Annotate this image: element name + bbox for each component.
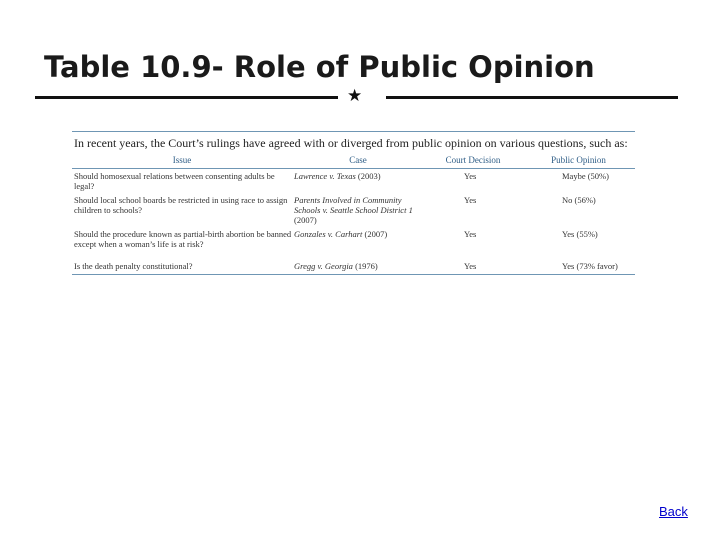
case-year: (2007) bbox=[364, 229, 388, 239]
table-header-row bbox=[72, 153, 635, 169]
case-year: (2007) bbox=[294, 215, 317, 225]
case-cell bbox=[292, 261, 424, 274]
issue-cell: Should the procedure known as partial-birth abortion be banned except when a woman’s life is at risk? bbox=[74, 229, 292, 249]
header-public-opinion: Public Opinion bbox=[551, 155, 606, 165]
table-intro: In recent years, the Court’s rulings have agreed with or diverged from public opinion on various questions, such as: bbox=[74, 136, 628, 150]
case-name: Parents Involved in Community Schools v. Seattle School District 1 bbox=[294, 195, 413, 215]
issue-cell: Is the death penalty constitutional? bbox=[74, 261, 193, 271]
slide-title: Table 10.9- Role of Public Opinion bbox=[44, 50, 595, 84]
header-court-decision: Court Decision bbox=[445, 155, 501, 165]
case-cell bbox=[292, 171, 424, 195]
case-name: Lawrence v. Texas bbox=[294, 171, 356, 181]
header-case: Case bbox=[349, 155, 367, 165]
title-divider-left bbox=[35, 96, 338, 99]
title-divider-right bbox=[386, 96, 678, 99]
public-opinion-table bbox=[72, 131, 635, 275]
decision-cell: Yes bbox=[464, 171, 477, 181]
case-name: Gonzales v. Carhart bbox=[294, 229, 363, 239]
case-cell bbox=[292, 229, 424, 261]
decision-cell: Yes bbox=[464, 229, 477, 239]
table-top-rule bbox=[72, 131, 635, 132]
table-row bbox=[72, 229, 635, 261]
table-row bbox=[72, 261, 635, 274]
star-icon: ★ bbox=[347, 86, 363, 106]
opinion-cell: Yes (73% favor) bbox=[562, 261, 618, 271]
opinion-cell: Yes (55%) bbox=[562, 229, 598, 239]
back-link[interactable]: Back bbox=[659, 504, 688, 519]
table-row bbox=[72, 195, 635, 229]
case-year: (1976) bbox=[355, 261, 378, 271]
issue-cell: Should homosexual relations between consenting adults be legal? bbox=[74, 171, 275, 191]
decision-cell: Yes bbox=[464, 195, 477, 205]
case-name: Gregg v. Georgia bbox=[294, 261, 353, 271]
opinion-cell: No (56%) bbox=[562, 195, 596, 205]
opinion-cell: Maybe (50%) bbox=[562, 171, 609, 181]
header-issue: Issue bbox=[172, 155, 192, 165]
table-row bbox=[72, 169, 635, 195]
issue-cell: Should local school boards be restricted in using race to assign children to schools? bbox=[74, 195, 288, 215]
table-bottom-rule bbox=[72, 274, 635, 275]
case-year: (2003) bbox=[357, 171, 381, 181]
decision-cell: Yes bbox=[464, 261, 477, 271]
case-cell bbox=[292, 195, 424, 229]
